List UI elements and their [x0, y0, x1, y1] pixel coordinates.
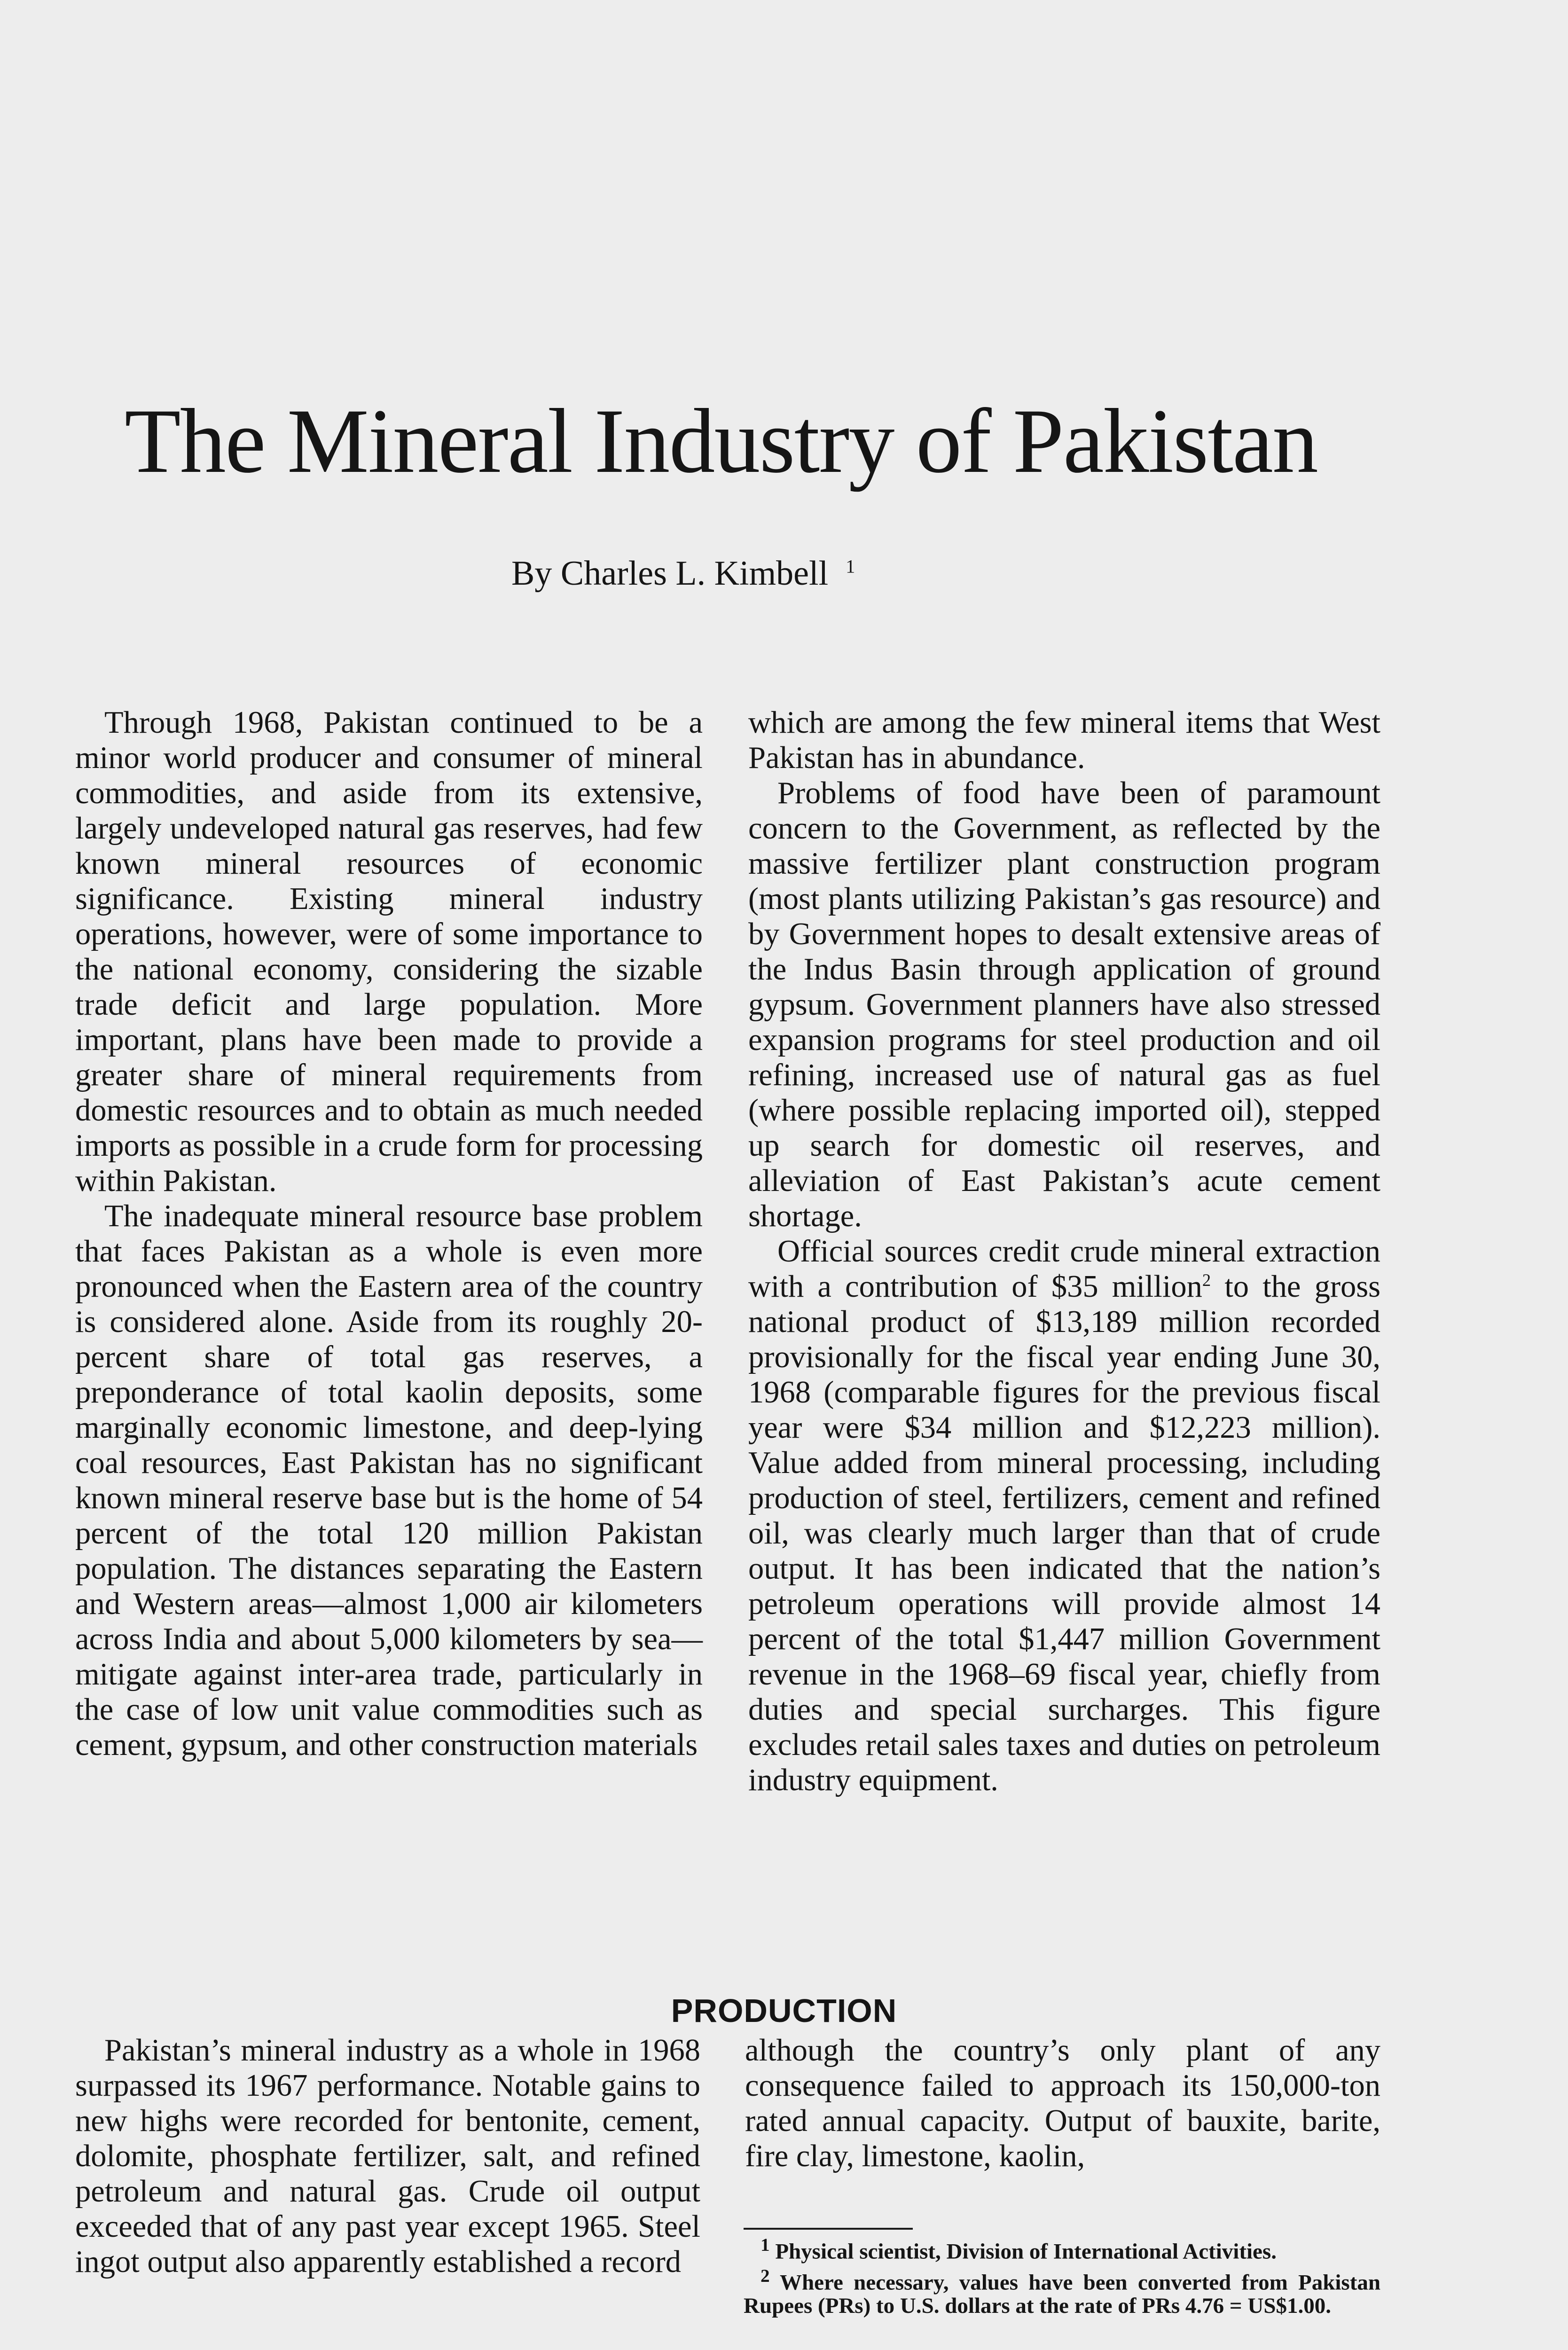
- footnote-2: [744, 2264, 1380, 2318]
- paragraph-production-continuation: although the country’s only plant of any consequence failed to approach its 150,000-ton rated annual capacity. Output of bauxite, barite, fire clay, limestone, kaolin,: [745, 2033, 1380, 2173]
- section-heading-production: PRODUCTION: [671, 1992, 897, 2029]
- production-right-column: [745, 2033, 1380, 2174]
- author-name: By Charles L. Kimbell: [511, 554, 829, 593]
- footnote-ref-1: 1: [846, 556, 855, 577]
- paragraph-production: Pakistan’s mineral industry as a whole in 1968 surpassed its 1967 performance. Notable gains to new highs were recorded for bentonite, cement, dolomite, phosphate fertilizer, salt, and refined petroleum and natural gas. Crude oil output exceeded that of any past year except 1965. Steel ingot output also apparently established a record: [75, 2033, 700, 2279]
- intro-right-column: [748, 705, 1380, 1798]
- footnote-ref-2: 2: [1202, 1270, 1211, 1290]
- footnote-1-text: Physical scientist, Division of International Activities.: [775, 2239, 1277, 2264]
- footnotes: [744, 2233, 1380, 2319]
- footnote-1-mark: 1: [760, 2235, 770, 2255]
- paragraph-food-problems: Problems of food have been of paramount concern to the Government, as reflected by the massive fertilizer plant construction program (most plants utilizing Pakistan’s gas resource) and by Government hopes to desalt extensive areas of the Indus Basin through application of ground gypsum. Government planners have also stressed expansion programs for steel production and oil refining, increased use of natural gas as fuel (where possible replacing imported oil), stepped up search for domestic oil reserves, and alleviation of East Pakistan’s acute cement shortage.: [748, 776, 1380, 1233]
- footnote-1: [744, 2233, 1380, 2264]
- paragraph-continuation: which are among the few mineral items that West Pakistan has in abundance.: [748, 705, 1380, 775]
- paragraph-overview: Through 1968, Pakistan continued to be a minor world producer and consumer of mineral commodities, and aside from its extensive, largely undeveloped natural gas reserves, had few known mineral resources of economic significance. Existing mineral industry operations, however, were of some importance to the national economy, considering the sizable trade deficit and large population. More important, plans have been made to provide a greater share of mineral requirements from domestic resources and to obtain as much needed imports as possible in a crude form for processing within Pakistan.: [75, 705, 703, 1198]
- byline: [511, 554, 855, 594]
- production-left-column: [75, 2033, 700, 2280]
- paragraph-official-sources: [748, 1234, 1380, 1798]
- intro-left-column: [75, 705, 703, 1762]
- official-sources-text-b: to the gross national product of $13,189 million recorded provisionally for the fiscal year ending June 30, 1968 (comparable figures for the previous fiscal year were $34 million and $12,223 million). Value added from mineral processing, including production of steel, fertilizers, cement and refined oil, was clearly much larger than that of crude output. It has been indicated that the nation’s petroleum operations will provide almost 14 percent of the total $1,447 million Government revenue in the 1968–69 fiscal year, chiefly from duties and special surcharges. This figure excludes retail sales taxes and duties on petroleum industry equipment.: [748, 1269, 1380, 1797]
- footnote-divider: [744, 2228, 913, 2230]
- paragraph-resource-base: The inadequate mineral resource base problem that faces Pakistan as a whole is even more pronounced when the Eastern area of the country is considered alone. Aside from its roughly 20-percent share of total gas reserves, a preponderance of total kaolin deposits, some marginally economic limestone, and deep-lying coal resources, East Pakistan has no significant known mineral reserve base but is the home of 54 percent of the total 120 million Pakistan population. The distances separating the Eastern and Western areas—almost 1,000 air kilometers across India and about 5,000 kilometers by sea—mitigate against inter-area trade, particularly in the case of low unit value commodities such as cement, gypsum, and other construction materials: [75, 1199, 703, 1762]
- footnote-2-mark: 2: [760, 2265, 770, 2286]
- page-title: The Mineral Industry of Pakistan: [125, 390, 1317, 493]
- official-sources-text-a: Official sources credit crude mineral extraction with a contribution of $35 million: [748, 1234, 1380, 1304]
- footnote-2-text: Where necessary, values have been converted from Pakistan Rupees (PRs) to U.S. dollars at the rate of PRs 4.76 = US$1.00.: [744, 2270, 1381, 2319]
